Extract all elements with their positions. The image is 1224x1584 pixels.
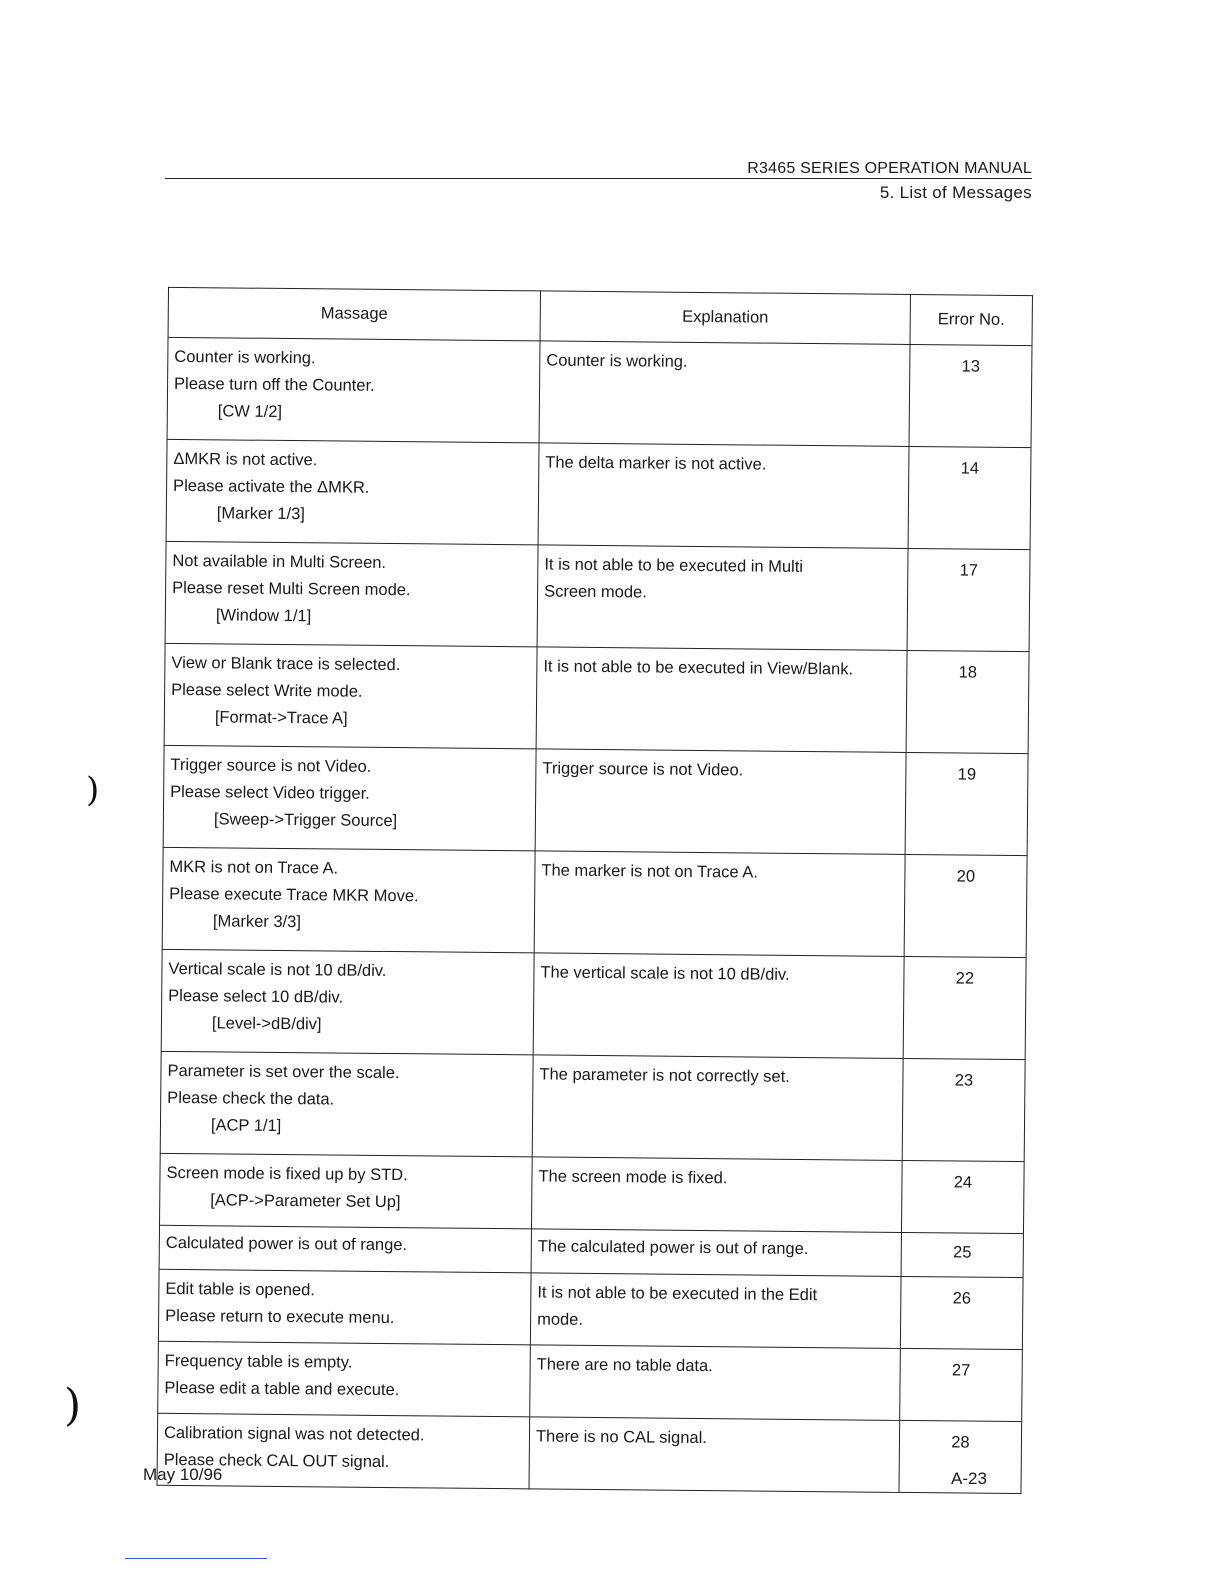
error-number-cell: 24 (901, 1160, 1024, 1233)
error-number-cell: 25 (901, 1232, 1023, 1277)
explanation-line: It is not able to be executed in the Edit (537, 1283, 818, 1305)
message-cell (158, 1341, 531, 1417)
explanation-cell (529, 1417, 900, 1493)
message-line: Edit table is opened. (165, 1279, 316, 1300)
message-line: Please select Write mode. (171, 680, 363, 701)
message-line: MKR is not on Trace A. (169, 857, 339, 878)
message-line: View or Blank trace is selected. (171, 653, 401, 675)
explanation-cell (531, 1157, 902, 1233)
message-cell (162, 847, 535, 953)
table-row (160, 1051, 1025, 1161)
messages-table-wrap (157, 287, 1032, 1494)
table-row (167, 337, 1032, 447)
section-title: 5. List of Messages (879, 183, 1032, 202)
explanation-line: The screen mode is fixed. (538, 1167, 728, 1188)
message-cell (160, 1153, 533, 1229)
explanation-cell (535, 749, 906, 855)
table-row (164, 643, 1029, 753)
table-row (165, 541, 1030, 651)
page-number: A-23 (951, 1469, 987, 1488)
message-line: Calculated power is out of range. (165, 1233, 408, 1255)
menu-key-path: [ACP 1/1] (210, 1116, 282, 1135)
column-header-explanation: Explanation (540, 291, 910, 345)
column-header-error-no: Error No. (910, 294, 1032, 345)
message-line: Screen mode is fixed up by STD. (166, 1163, 408, 1185)
message-line: Please execute Trace MKR Move. (169, 884, 419, 906)
explanation-line: There are no table data. (536, 1355, 713, 1376)
explanation-line: It is not able to be executed in Multi (544, 555, 804, 576)
bottom-rule (125, 1558, 267, 1559)
message-cell (159, 1225, 531, 1273)
message-line: ΔMKR is not active. (173, 449, 318, 470)
explanation-line: The marker is not on Trace A. (541, 861, 758, 882)
message-cell (160, 1051, 533, 1157)
message-line: Please return to execute menu. (165, 1306, 395, 1328)
message-cell (166, 439, 539, 545)
explanation-line: The parameter is not correctly set. (539, 1065, 790, 1086)
error-number-cell: 26 (900, 1276, 1023, 1349)
explanation-cell (530, 1273, 901, 1349)
error-number-cell: 17 (907, 548, 1030, 651)
menu-key-path: [Sweep->Trigger Source] (213, 810, 398, 831)
explanation-cell (530, 1345, 901, 1421)
message-cell (158, 1269, 531, 1345)
message-line: Please turn off the Counter. (174, 374, 375, 395)
table-row (157, 1413, 1022, 1493)
explanation-line: The delta marker is not active. (545, 453, 767, 474)
table-row (158, 1269, 1023, 1349)
error-number-cell: 20 (904, 854, 1027, 957)
message-line: Frequency table is empty. (164, 1351, 353, 1372)
explanation-line: Trigger source is not Video. (542, 759, 744, 780)
margin-mark-upper: ) (86, 770, 100, 810)
message-line: Please check the data. (167, 1088, 335, 1109)
menu-key-path: [ACP->Parameter Set Up] (210, 1191, 401, 1212)
error-number-cell: 28 (899, 1420, 1022, 1493)
menu-key-path: [Format->Trace A] (214, 708, 348, 728)
message-cell (165, 541, 538, 647)
table-row (166, 439, 1031, 549)
message-line: Calibration signal was not detected. (163, 1423, 425, 1445)
message-line: Please check CAL OUT signal. (163, 1450, 390, 1472)
explanation-line: Counter is working. (546, 351, 688, 371)
explanation-cell (539, 341, 910, 447)
table-row (163, 745, 1028, 855)
error-number-cell: 23 (902, 1058, 1025, 1161)
column-header-message: Massage (168, 287, 540, 341)
explanation-cell (531, 1229, 901, 1277)
error-number-cell: 18 (906, 650, 1029, 753)
menu-key-path: [CW 1/2] (217, 402, 283, 421)
error-number-cell: 22 (903, 956, 1026, 1059)
table-row (160, 1153, 1025, 1233)
error-number-cell: 14 (908, 446, 1031, 549)
explanation-cell (538, 443, 909, 549)
explanation-line: mode. (537, 1310, 584, 1329)
message-cell (167, 337, 540, 443)
table-header-row (168, 287, 1032, 345)
manual-title: R3465 SERIES OPERATION MANUAL (747, 160, 1032, 177)
explanation-line: It is not able to be executed in View/Blank. (543, 657, 854, 679)
explanation-cell (534, 851, 905, 957)
message-cell (163, 745, 536, 851)
message-cell (164, 643, 537, 749)
error-number-cell: 19 (905, 752, 1028, 855)
table-row (162, 847, 1027, 957)
table-body (157, 337, 1032, 1493)
message-line: Please select 10 dB/div. (168, 986, 344, 1007)
error-number-cell: 13 (909, 344, 1032, 447)
message-line: Please select Video trigger. (170, 782, 370, 803)
error-number-cell: 27 (900, 1348, 1023, 1421)
table-row (158, 1341, 1023, 1421)
menu-key-path: [Level->dB/div] (211, 1014, 322, 1034)
header-rule (165, 178, 1032, 179)
message-line: Not available in Multi Screen. (172, 551, 387, 572)
message-line: Counter is working. (174, 347, 316, 368)
message-line: Please edit a table and execute. (164, 1378, 400, 1400)
table-row (161, 949, 1026, 1059)
explanation-cell (532, 1055, 903, 1161)
menu-key-path: [Window 1/1] (215, 606, 312, 626)
menu-key-path: [Marker 3/3] (212, 912, 302, 932)
explanation-line: There is no CAL signal. (535, 1427, 707, 1448)
message-line: Trigger source is not Video. (170, 755, 372, 776)
explanation-line: The calculated power is out of range. (537, 1237, 809, 1259)
message-cell (161, 949, 534, 1055)
margin-mark-lower: ) (64, 1380, 82, 1431)
explanation-line: Screen mode. (544, 582, 647, 602)
footer-date: May 10/96 (143, 1465, 223, 1484)
message-line: Parameter is set over the scale. (167, 1061, 400, 1083)
explanation-cell (536, 647, 907, 753)
explanation-cell (533, 953, 904, 1059)
explanation-cell (537, 545, 908, 651)
message-line: Vertical scale is not 10 dB/div. (168, 959, 387, 980)
messages-table (157, 287, 1033, 1494)
menu-key-path: [Marker 1/3] (216, 504, 305, 524)
message-line: Please reset Multi Screen mode. (172, 578, 411, 600)
explanation-line: The vertical scale is not 10 dB/div. (540, 963, 790, 984)
message-line: Please activate the ΔMKR. (173, 476, 370, 497)
